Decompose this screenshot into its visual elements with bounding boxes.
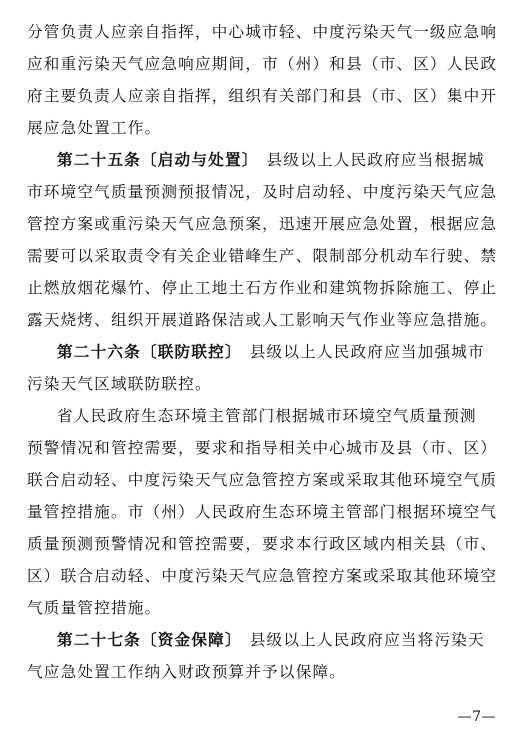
text-line: 府主要负责人应亲自指挥，组织有关部门和县（市、区）集中开 <box>27 87 498 105</box>
text-line: 市环境空气质量预测预报情况，及时启动轻、中度污染天气应急 <box>27 183 498 201</box>
text-line: 省人民政府生态环境主管部门根据城市环境空气质量预测 <box>57 407 477 425</box>
article-25-first-line <box>57 150 485 170</box>
article-25-first-text: 县级以上人民政府应当根据城 <box>266 151 485 169</box>
text-line: 区）联合启动轻、中度污染天气应急管控方案或采取其他环境空 <box>27 567 498 585</box>
text-line: 预警情况和管控需要，要求和指导相关中心城市及县（市、区） <box>27 439 498 457</box>
text-line: 气应急处置工作纳入财政预算并予以保障。 <box>27 663 347 681</box>
text-line: 质量预测预警情况和管控需要，要求本行政区域内相关县（市、 <box>27 535 498 553</box>
text-line: 展应急处置工作。 <box>27 119 162 137</box>
article-27-first-line <box>57 630 485 650</box>
article-25-heading: 第二十五条〔启动与处置〕 <box>57 151 259 169</box>
article-26-first-line <box>57 342 485 362</box>
text-line: 露天烧烤、组织开展道路保洁或人工影响天气作业等应急措施。 <box>27 311 498 329</box>
article-26-first-text: 县级以上人民政府应当加强城市 <box>249 343 485 361</box>
text-line: 应和重污染天气应急响应期间，市（州）和县（市、区）人民政 <box>27 55 498 73</box>
article-27-heading: 第二十七条〔资金保障〕 <box>57 631 242 649</box>
text-line: 量管控措施。市（州）人民政府生态环境主管部门根据环境空气 <box>27 503 498 521</box>
text-line: 管控方案或重污染天气应急预案，迅速开展应急处置，根据应急 <box>27 215 498 233</box>
text-line: 气质量管控措施。 <box>27 599 162 617</box>
text-line: 需要可以采取责令有关企业错峰生产、限制部分机动车行驶、禁 <box>27 247 498 265</box>
text-line: 联合启动轻、中度污染天气应急管控方案或采取其他环境空气质 <box>27 471 498 489</box>
text-line: 止燃放烟花爆竹、停止工地土石方作业和建筑物拆除施工、停止 <box>27 279 498 297</box>
page-number: —7— <box>457 709 496 725</box>
article-27-first-text: 县级以上人民政府应当将污染天 <box>249 631 485 649</box>
text-line: 污染天气区域联防联控。 <box>27 375 212 393</box>
text-line: 分管负责人应亲自指挥，中心城市轻、中度污染天气一级应急响 <box>27 23 498 41</box>
article-26-heading: 第二十六条〔联防联控〕 <box>57 343 242 361</box>
